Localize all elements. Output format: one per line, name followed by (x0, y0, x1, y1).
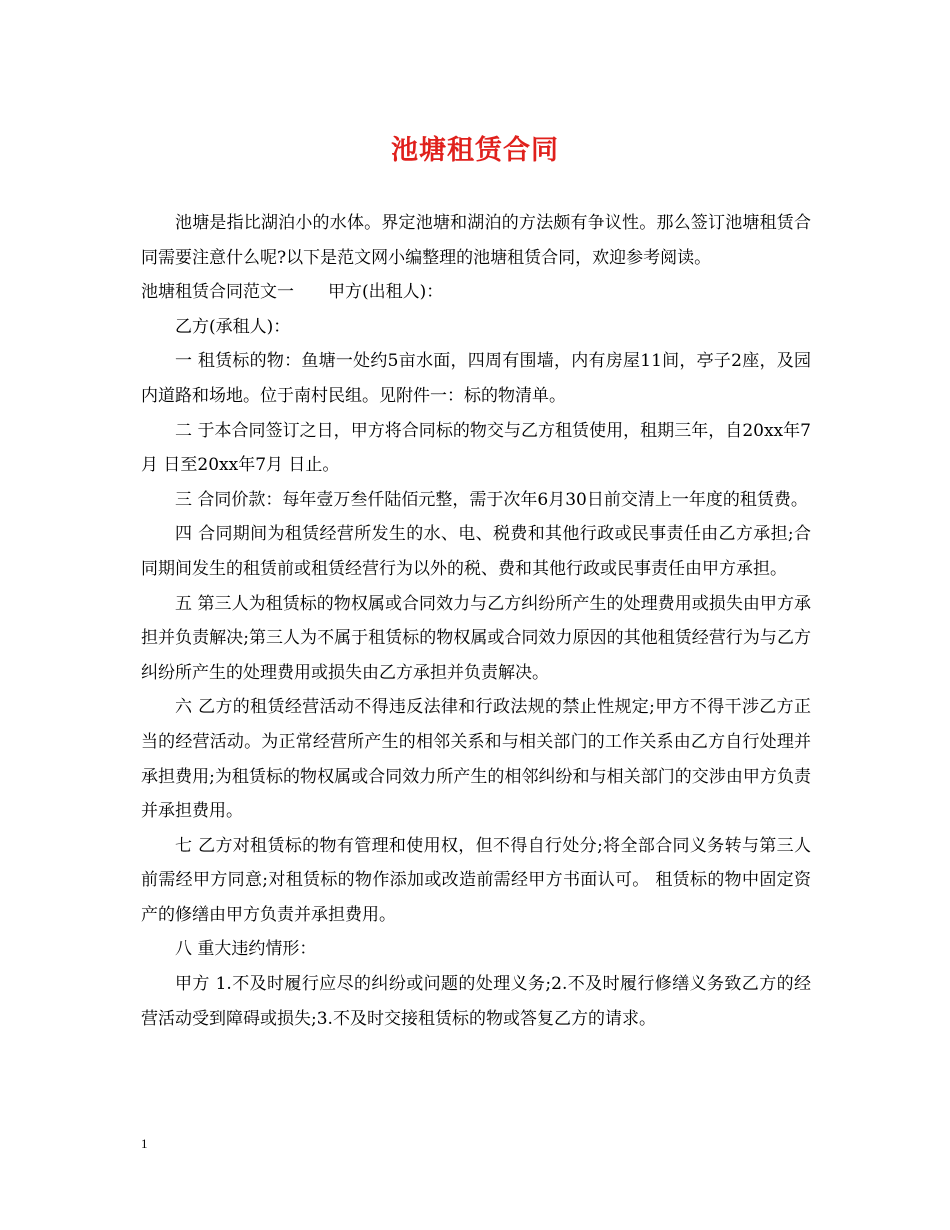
paragraph-clause-5: 五 第三人为租赁标的物权属或合同效力与乙方纠纷所产生的处理费用或损失由甲方承担并负责解决;第三人为不属于租赁标的物权属或合同效力原因的其他租赁经营行为与乙方纠纷所产生的处理费用或损失由乙方承担并负责解决。 (141, 593, 811, 683)
paragraph-party-b: 乙方(承租人)： (175, 316, 291, 337)
document-title: 池塘租赁合同 (391, 135, 559, 166)
paragraph-clause-1: 一 租赁标的物：鱼塘一处约5亩水面，四周有围墙，内有房屋11间，亭子2座，及园内道路和场地。位于南村民组。见附件一：标的物清单。 (141, 351, 811, 406)
paragraph-party-a-breach: 甲方 1.不及时履行应尽的纠纷或问题的处理义务;2.不及时履行修缮义务致乙方的经营活动受到障碍或损失;3.不及时交接租赁标的物或答复乙方的请求。 (141, 974, 811, 1029)
paragraph-clause-6: 六 乙方的租赁经营活动不得违反法律和行政法规的禁止性规定;甲方不得干涉乙方正当的经营活动。为正常经营所产生的相邻关系和与相关部门的工作关系由乙方自行处理并承担费用;为租赁标的物权属或合同效力所产生的相邻纠纷和与相关部门的交涉由甲方负责并承担费用。 (141, 697, 811, 822)
paragraph-intro: 池塘是指比湖泊小的水体。界定池塘和湖泊的方法颇有争议性。那么签订池塘租赁合同需要注意什么呢?以下是范文网小编整理的池塘租赁合同，欢迎参考阅读。 (141, 213, 811, 268)
paragraph-clause-3: 三 合同价款：每年壹万叁仟陆佰元整，需于次年6月30日前交清上一年度的租赁费。 (175, 489, 808, 510)
document-body (141, 206, 811, 1036)
paragraph-clause-7: 七 乙方对租赁标的物有管理和使用权，但不得自行处分;将全部合同义务转与第三人前需经甲方同意;对租赁标的物作添加或改造前需经甲方书面认可。 租赁标的物中固定资产的修缮由甲方负责并承担费用。 (141, 835, 811, 925)
paragraph-clause-8: 八 重大违约情形： (175, 939, 317, 960)
paragraph-sample-heading: 池塘租赁合同范文一 甲方(出租人)： (141, 282, 444, 303)
paragraph-clause-2: 二 于本合同签订之日，甲方将合同标的物交与乙方租赁使用，租期三年，自20xx年7月 日至20xx年7月 日止。 (141, 420, 811, 476)
page-number: 1 (141, 1136, 148, 1151)
paragraph-clause-4: 四 合同期间为租赁经营所发生的水、电、税费和其他行政或民事责任由乙方承担;合同期间发生的租赁前或租赁经营行为以外的税、费和其他行政或民事责任由甲方承担。 (141, 524, 811, 579)
